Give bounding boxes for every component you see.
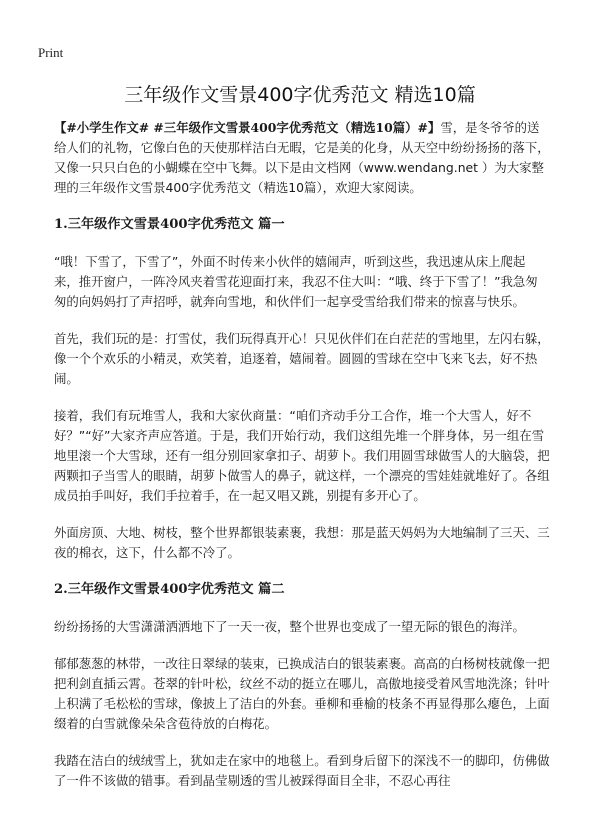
section-2-paragraph: 我踏在洁白的绒绒雪上，犹如走在家中的地毯上。看到身后留下的深浅不一的脚印，仿佛做了一件不该做的错事。看到晶莹剔透的雪儿被踩得面目全非，不忍心再往 [54, 753, 550, 788]
section-1-paragraph: 首先，我们玩的是：打雪仗，我们玩得真开心！只见伙伴们在白茫茫的雪地里，左闪右躲，像一个个欢乐的小精灵，欢笑着，追逐着，嬉闹着。圆圆的雪球在空中飞来飞去，好不热闹。 [54, 331, 550, 386]
intro-tags: 【#小学生作文# #三年级作文雪景400字优秀范文（精选10篇）#】 [54, 120, 441, 135]
section-heading-2: 2.三年级作文雪景400字优秀范文 篇二 [54, 582, 285, 597]
print-link[interactable]: Print [38, 45, 64, 60]
section-1-paragraph: “哦！下雪了，下雪了”，外面不时传来小伙伴的嬉闹声，听到这些，我迅速从床上爬起来，推开窗户，一阵冷风夹着雪花迎面打来，我忍不住大叫：“哦、终于下雪了！”我急匆匆的向妈妈打了声招呼，就奔向雪地，和伙伴们一起享受雪给我们带来的惊喜与快乐。 [54, 254, 538, 309]
section-2-paragraph: 郁郁葱葱的林带，一改往日翠绿的装束，已换成洁白的银装素裹。高高的白杨树枝就像一把把利剑直插云霄。苍翠的针叶松，纹丝不动的挺立在哪儿，高傲地接受着风雪地洗涤；针叶上积满了毛松松的雪球，像披上了洁白的外套。垂柳和垂榆的枝条不再显得那么瘪色，上面缀着的白雪就像朵朵含苞待放的白梅花。 [54, 656, 550, 731]
section-1-paragraph: 接着，我们有玩堆雪人，我和大家伙商量：“咱们齐动手分工合作，堆一个大雪人，好不好？”“好”大家齐声应答道。于是，我们开始行动，我们这组先堆一个胖身体，另一组在雪地里滚一个大雪球，还有一组分别回家拿扣子、胡萝卜。我们用圆雪球做雪人的大脑袋，把两颗扣子当雪人的眼睛，胡萝卜做雪人的鼻子，就这样，一个漂亮的雪娃娃就堆好了。各组成员拍手叫好，我们手拉着手，在一起又唱又跳，别提有多开心了。 [54, 408, 550, 503]
section-2-paragraph: 纷纷扬扬的大雪潇潇洒洒地下了一天一夜，整个世界也变成了一望无际的银色的海洋。 [54, 619, 525, 634]
section-1-paragraph: 外面房顶、大地、树枝，整个世界都银装素裹，我想：那是蓝天妈妈为大地编制了三天、三夜的棉衣，这下，什么都不冷了。 [54, 525, 550, 560]
page-title: 三年级作文雪景400字优秀范文 精选10篇 [124, 84, 476, 106]
intro-paragraph [54, 118, 550, 198]
section-heading-1: 1.三年级作文雪景400字优秀范文 篇一 [54, 217, 285, 232]
intro-text: 雪，是冬爷爷的送给人们的礼物，它像白色的天使那样洁白无暇，它是美的化身，从天空中纷纷扬扬的落下，又像一只只白色的小蝴蝶在空中飞舞。以下是由文档网（www.wendang.net ）为大家整理的三年级作文雪景400字优秀范文（精选10篇），欢迎大家阅读。 [54, 120, 550, 195]
article-body [54, 118, 550, 808]
